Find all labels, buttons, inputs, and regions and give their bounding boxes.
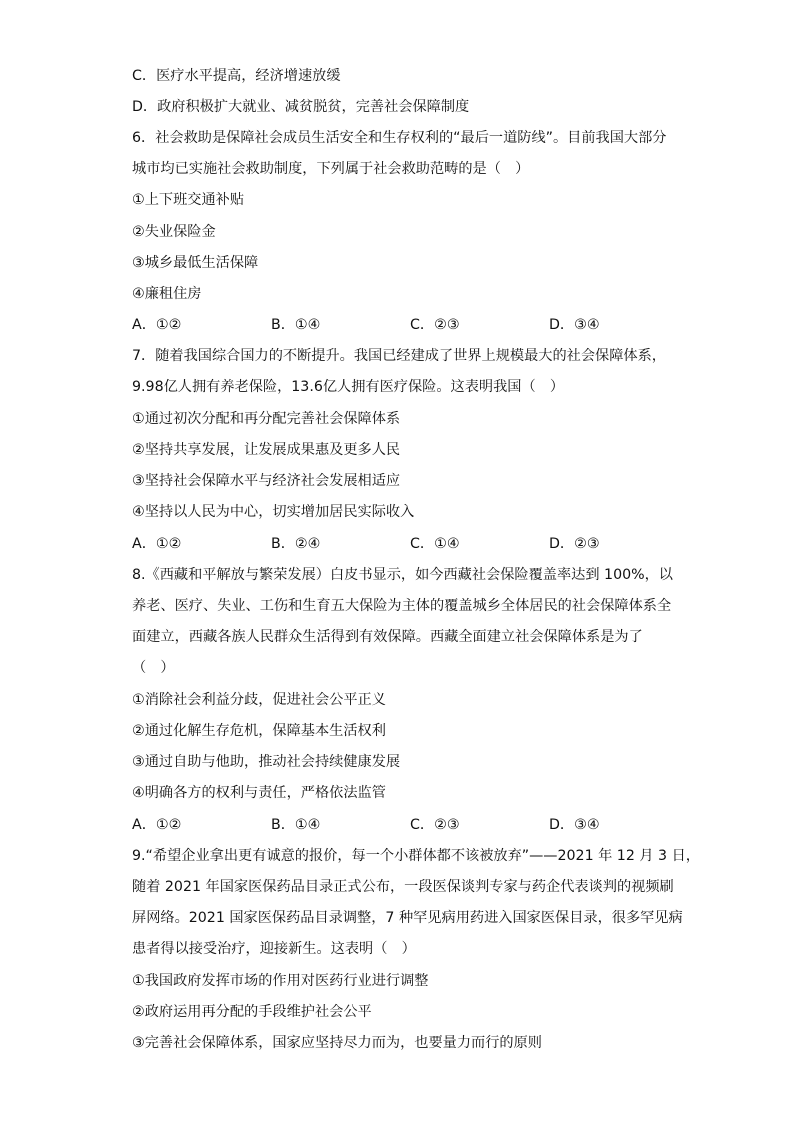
q8-stem-line2: 养老、医疗、失业、工伤和生育五大保险为主体的覆盖城乡全体居民的社会保障体系全 <box>132 598 672 614</box>
q9-item-1: ①我国政府发挥市场的作用对医药行业进行调整 <box>132 973 429 989</box>
q5-option-c: C．医疗水平提高，经济增速放缓 <box>132 68 341 84</box>
q8-item-4: ④明确各方的权利与责任，严格依法监管 <box>132 785 386 801</box>
q6-option-d: D．③④ <box>549 317 600 333</box>
q9-stem-line3: 屏网络。2021 国家医保药品目录调整，7 种罕见病用药进入国家医保目录，很多罕见病 <box>132 910 683 926</box>
q9-stem-line2: 随着 2021 年国家医保药品目录正式公布，一段医保谈判专家与药企代表谈判的视频刷 <box>132 879 674 895</box>
q7-item-3: ③坚持社会保障水平与经济社会发展相适应 <box>132 473 401 489</box>
q9-stem-line4: 患者得以接受治疗，迎接新生。这表明（ ） <box>132 941 416 957</box>
q8-stem-line4: （ ） <box>132 660 175 676</box>
q8-option-c: C．②③ <box>410 817 460 833</box>
q7-option-b: B．②④ <box>271 536 321 552</box>
q8-stem-line3: 面建立，西藏各族人民群众生活得到有效保障。西藏全面建立社会保障体系是为了 <box>132 629 643 645</box>
q9-item-3: ③完善社会保障体系，国家应坚持尽力而为，也要量力而行的原则 <box>132 1035 542 1051</box>
q7-stem-line2: 9.98亿人拥有养老保险，13.6亿人拥有医疗保险。这表明我国（ ） <box>132 379 565 395</box>
q7-item-2: ②坚持共享发展，让发展成果惠及更多人民 <box>132 442 401 458</box>
q7-option-c: C．①④ <box>410 536 460 552</box>
q5-option-d: D．政府积极扩大就业、减贫脱贫，完善社会保障制度 <box>132 99 470 115</box>
q8-item-3: ③通过自助与他助，推动社会持续健康发展 <box>132 754 401 770</box>
q8-option-d: D．③④ <box>549 817 600 833</box>
q6-stem-line1: 6．社会救助是保障社会成员生活安全和生存权利的“最后一道防线”。目前我国大部分 <box>132 130 667 146</box>
q8-option-a: A．①② <box>132 817 182 833</box>
q6-item-3: ③城乡最低生活保障 <box>132 255 259 271</box>
q7-item-1: ①通过初次分配和再分配完善社会保障体系 <box>132 411 401 427</box>
q6-option-b: B．①④ <box>271 317 321 333</box>
q6-option-a: A．①② <box>132 317 182 333</box>
q8-option-b: B．①④ <box>271 817 321 833</box>
q7-option-d: D．②③ <box>549 536 600 552</box>
q8-item-1: ①消除社会利益分歧，促进社会公平正义 <box>132 692 386 708</box>
q8-item-2: ②通过化解生存危机，保障基本生活权利 <box>132 723 386 739</box>
q9-stem-line1: 9.“希望企业拿出更有诚意的报价，每一个小群体都不该被放弃”——2021 年 12 月 3 日， <box>132 848 700 864</box>
q9-item-2: ②政府运用再分配的手段维护社会公平 <box>132 1004 372 1020</box>
q6-stem-line2: 城市均已实施社会救助制度，下列属于社会救助范畴的是（ ） <box>132 161 530 177</box>
q6-item-4: ④廉租住房 <box>132 286 202 302</box>
q6-option-c: C．②③ <box>410 317 460 333</box>
q8-stem-line1: 8.《西藏和平解放与繁荣发展）白皮书显示，如今西藏社会保险覆盖率达到 100%，以 <box>132 567 673 583</box>
q6-item-1: ①上下班交通补贴 <box>132 192 245 208</box>
q7-option-a: A．①② <box>132 536 182 552</box>
q7-stem-line1: 7．随着我国综合国力的不断提升。我国已经建成了世界上规模最大的社会保障体系， <box>132 348 666 364</box>
q7-item-4: ④坚持以人民为中心，切实增加居民实际收入 <box>132 504 415 520</box>
q6-item-2: ②失业保险金 <box>132 224 216 240</box>
